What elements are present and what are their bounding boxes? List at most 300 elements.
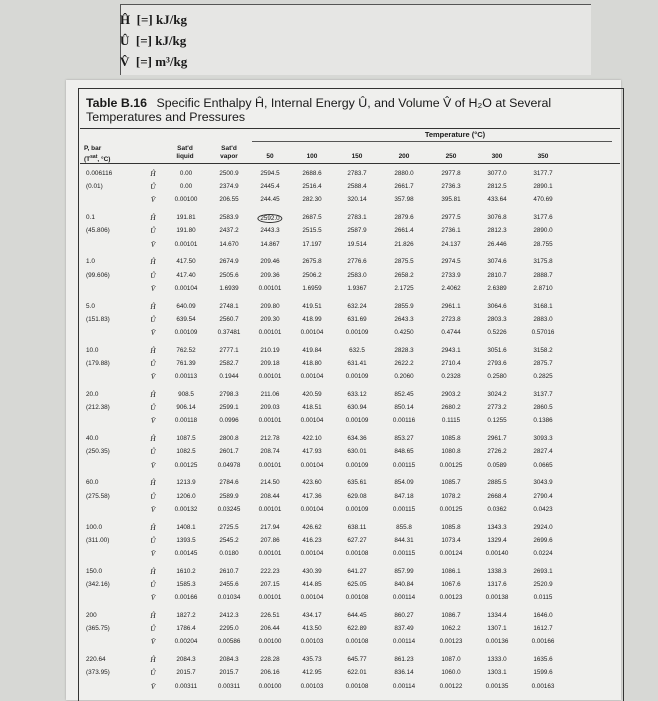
- temperature-column-200: 200: [398, 153, 410, 160]
- table-cell: 2588.4: [347, 183, 367, 191]
- table-cell: 0.00104: [300, 550, 324, 557]
- table-cell: 3177.6: [533, 214, 553, 222]
- table-cell: 2798.3: [219, 391, 239, 398]
- table-cell: 860.27: [394, 612, 414, 619]
- table-cell: 848.65: [394, 448, 414, 456]
- table-cell: 0.00109: [345, 329, 369, 336]
- table-cell: 0.00123: [439, 594, 463, 602]
- temperature-divider: [252, 141, 612, 142]
- property-symbol: V̂: [150, 416, 156, 426]
- table-cell: 320.14: [347, 196, 367, 204]
- table-cell: 639.54: [176, 315, 196, 323]
- table-cell: 2515.5: [302, 227, 322, 235]
- property-symbol: V̂: [150, 637, 156, 647]
- property-symbol: Û: [150, 580, 156, 589]
- table-cell: 641.27: [347, 567, 367, 575]
- table-cell: 2977.5: [441, 214, 461, 222]
- property-symbol: V̂: [150, 460, 156, 470]
- table-cell: 0.00104: [300, 505, 324, 513]
- table-cell: 2.6389: [487, 284, 507, 292]
- property-symbol: V̂: [150, 328, 156, 337]
- table-cell: 434.17: [302, 612, 322, 619]
- pressure-value: 0.1: [86, 214, 95, 222]
- pressure-value: 40.0: [86, 435, 99, 443]
- table-cell: 2658.2: [394, 271, 414, 279]
- table-cell: 0.00115: [392, 461, 416, 469]
- table-cell: 634.36: [347, 435, 367, 443]
- table-cell: 0.04978: [217, 461, 241, 469]
- table-cell: 419.51: [302, 302, 322, 310]
- table-cell: 0.00: [179, 183, 193, 191]
- table-cell: 2560.7: [219, 315, 239, 323]
- table-cell: 0.00204: [174, 638, 198, 646]
- table-cell: 2784.6: [219, 479, 239, 487]
- table-cell: 209.18: [260, 360, 280, 367]
- property-symbol: Û: [150, 359, 156, 368]
- table-cell: 0.00103: [300, 682, 324, 690]
- table-cell: 0.0180: [219, 550, 239, 557]
- table-cell: 1303.1: [487, 669, 507, 677]
- table-cell: 2.4062: [441, 284, 461, 292]
- table-cell: 0.00115: [392, 550, 416, 557]
- table-cell: 0.0589: [487, 461, 507, 469]
- table-cell: 2888.7: [533, 271, 553, 279]
- table-cell: 0.00103: [300, 638, 324, 646]
- table-cell: 0.00101: [258, 373, 282, 381]
- table-cell: 2812.5: [487, 183, 507, 191]
- table-cell: 228.28: [260, 656, 280, 664]
- property-symbol: Û: [150, 491, 156, 501]
- table-cell: 2776.6: [347, 258, 367, 266]
- table-cell: 1.6939: [219, 284, 239, 292]
- table-cell: 3076.8: [487, 214, 507, 222]
- table-cell: 14.670: [219, 240, 239, 248]
- table-cell: 2855.9: [394, 302, 414, 310]
- table-cell: 1307.1: [487, 625, 507, 633]
- table-cell: 2783.7: [347, 170, 367, 177]
- table-cell: 0.00140: [485, 550, 509, 557]
- table-cell: 28.755: [533, 240, 553, 248]
- table-cell: 0.00135: [485, 682, 509, 690]
- table-cell: 0.0996: [219, 417, 239, 425]
- table-cell: 0.00311: [174, 682, 198, 690]
- table-cell: 206.55: [219, 196, 239, 204]
- table-cell: 222.23: [260, 567, 280, 575]
- table-cell: 1060.0: [441, 669, 461, 677]
- table-cell: 2736.1: [441, 227, 461, 235]
- table-cell: 625.05: [347, 581, 367, 588]
- temperature-column-100: 100: [306, 153, 318, 160]
- pressure-value: 0.006116: [86, 170, 113, 177]
- table-cell: 0.0423: [533, 505, 553, 513]
- unit-volume: V̂ [=] m³/kg: [120, 54, 188, 69]
- table-cell: 2943.1: [441, 346, 461, 354]
- table-cell: 2506.2: [302, 271, 322, 279]
- property-symbol: Ĥ: [150, 213, 156, 223]
- table-cell: 21.826: [394, 240, 414, 248]
- table-cell: 3137.7: [533, 391, 553, 398]
- table-cell: 208.74: [260, 448, 280, 456]
- table-title: Specific Enthalpy Ĥ, Internal Energy Û, and Volume V̂ of H₂O at Several Temperatures and Pressures: [86, 96, 552, 124]
- table-number: Table B.16: [86, 96, 148, 110]
- property-symbol: Û: [150, 182, 156, 192]
- table-cell: 0.00586: [217, 638, 241, 646]
- table-cell: 0.57016: [531, 329, 555, 336]
- table-cell: 0.1386: [533, 417, 553, 425]
- table-cell: 3074.6: [487, 258, 507, 266]
- table-cell: 0.2580: [487, 373, 507, 381]
- table-cell: 2879.6: [394, 214, 414, 222]
- table-cell: 0.00145: [174, 550, 198, 557]
- table-cell: 412.95: [302, 669, 322, 677]
- pressure-value: 200: [86, 612, 97, 619]
- table-cell: 2924.0: [533, 523, 553, 531]
- table-cell: 908.5: [178, 391, 194, 398]
- pressure-value: 10.0: [86, 346, 99, 354]
- table-cell: 1082.5: [176, 448, 196, 456]
- table-cell: 0.00100: [174, 196, 198, 204]
- table-cell: 1599.6: [533, 669, 553, 677]
- table-cell: 423.60: [302, 479, 322, 487]
- table-cell: 1.9367: [347, 284, 367, 292]
- table-caption: [86, 96, 606, 124]
- table-cell: 209.80: [260, 302, 280, 310]
- table-cell: 2601.7: [219, 448, 239, 456]
- table-cell: 837.49: [394, 625, 414, 633]
- table-cell: 0.1255: [487, 417, 507, 425]
- caption-divider: [80, 128, 620, 129]
- table-cell: 0.37481: [217, 329, 241, 336]
- property-symbol: Ĥ: [150, 257, 156, 267]
- table-cell: 282.30: [302, 196, 322, 204]
- table-cell: 1333.0: [487, 656, 507, 664]
- table-cell: 3064.6: [487, 302, 507, 310]
- table-cell: 850.14: [394, 404, 414, 412]
- table-cell: 0.2825: [533, 373, 553, 381]
- table-cell: 2437.2: [219, 227, 239, 235]
- table-cell: 2726.2: [487, 448, 507, 456]
- table-cell: 0.00114: [392, 638, 416, 646]
- table-cell: 633.12: [347, 391, 367, 398]
- pressure-value: 220.64: [86, 656, 106, 664]
- table-cell: 1085.7: [441, 479, 461, 487]
- table-cell: 24.137: [441, 240, 461, 248]
- saturation-temperature: (365.75): [86, 625, 110, 633]
- table-cell: 0.00104: [300, 329, 324, 336]
- table-cell: 2594.5: [260, 170, 280, 177]
- table-cell: 0.00101: [258, 417, 282, 425]
- table-cell: 644.45: [347, 612, 367, 619]
- table-cell: 1.6959: [302, 284, 322, 292]
- property-symbol: Û: [150, 447, 156, 457]
- table-cell: 207.15: [260, 581, 280, 588]
- saturation-temperature: (311.00): [86, 536, 110, 544]
- table-cell: 638.11: [347, 523, 367, 531]
- table-cell: 2.1725: [394, 284, 414, 292]
- table-cell: 2592.0: [257, 214, 282, 223]
- property-symbol: Û: [150, 226, 156, 236]
- property-symbol: V̂: [150, 549, 156, 558]
- table-cell: 2610.7: [219, 567, 239, 575]
- table-cell: 433.64: [487, 196, 507, 204]
- property-symbol: Û: [150, 403, 156, 413]
- table-cell: 191.81: [176, 214, 196, 222]
- table-cell: 2890.1: [533, 183, 553, 191]
- table-cell: 2693.1: [533, 567, 553, 575]
- table-cell: 0.00166: [531, 638, 555, 646]
- table-cell: 1393.5: [176, 536, 196, 544]
- table-cell: 418.80: [302, 360, 322, 367]
- table-cell: 0.00114: [392, 594, 416, 602]
- table-cell: 416.23: [302, 536, 322, 544]
- table-cell: 847.18: [394, 492, 414, 500]
- table-cell: 0.00101: [258, 594, 282, 602]
- table-cell: 0.00115: [392, 505, 416, 513]
- table-cell: 2974.5: [441, 258, 461, 266]
- saturation-temperature: (151.83): [86, 315, 110, 323]
- property-symbol: Û: [150, 314, 156, 324]
- table-cell: 2828.3: [394, 346, 414, 354]
- table-cell: 1338.3: [487, 567, 507, 575]
- table-cell: 2443.3: [260, 227, 280, 235]
- table-cell: 632.24: [347, 302, 367, 310]
- table-cell: 0.0665: [533, 461, 553, 469]
- table-cell: 208.44: [260, 492, 280, 500]
- table-cell: 2661.4: [394, 227, 414, 235]
- table-cell: 2883.0: [533, 315, 553, 323]
- temperature-column-250: 250: [445, 153, 457, 160]
- property-symbol: Ĥ: [150, 169, 156, 178]
- table-cell: 0.00101: [174, 240, 198, 248]
- table-cell: 0.03245: [217, 505, 241, 513]
- header-divider: [80, 163, 620, 164]
- table-cell: 413.50: [302, 625, 322, 633]
- table-cell: 2500.9: [219, 170, 239, 177]
- table-cell: 210.19: [260, 346, 280, 354]
- table-cell: 0.00311: [217, 682, 241, 690]
- table-cell: 0.0224: [533, 550, 553, 557]
- table-cell: 2777.1: [219, 346, 239, 354]
- table-cell: 435.73: [302, 656, 322, 664]
- table-cell: 0.4250: [394, 329, 414, 336]
- table-cell: 2412.3: [219, 612, 239, 619]
- table-cell: 0.0362: [487, 505, 507, 513]
- table-cell: 417.40: [176, 271, 196, 279]
- table-cell: 2860.5: [533, 404, 553, 412]
- table-cell: 1062.2: [441, 625, 461, 633]
- table-cell: 2725.5: [219, 523, 239, 531]
- property-symbol: V̂: [150, 593, 156, 603]
- table-cell: 2015.7: [219, 669, 239, 677]
- table-cell: 0.2328: [441, 373, 461, 381]
- table-cell: 0.1944: [219, 373, 239, 381]
- table-cell: 2455.6: [219, 581, 239, 588]
- table-cell: 0.00125: [439, 505, 463, 513]
- table-cell: 2885.5: [487, 479, 507, 487]
- property-symbol: V̂: [150, 283, 156, 293]
- table-cell: 3175.8: [533, 258, 553, 266]
- table-cell: 209.46: [260, 258, 280, 266]
- saturation-temperature: (342.16): [86, 581, 110, 588]
- table-cell: 635.61: [347, 479, 367, 487]
- table-cell: 214.50: [260, 479, 280, 487]
- table-cell: 0.4744: [441, 329, 461, 336]
- table-cell: 1085.8: [441, 523, 461, 531]
- table-cell: 0.00104: [174, 284, 198, 292]
- table-cell: 426.62: [302, 523, 322, 531]
- property-symbol: Ĥ: [150, 566, 156, 576]
- table-cell: 3168.1: [533, 302, 553, 310]
- pressure-value: 60.0: [86, 479, 99, 487]
- table-cell: 1086.1: [441, 567, 461, 575]
- table-cell: 217.94: [260, 523, 280, 531]
- table-cell: 2800.8: [219, 435, 239, 443]
- table-cell: 2582.7: [219, 360, 239, 367]
- property-symbol: V̂: [150, 372, 156, 382]
- table-cell: 0.00123: [439, 638, 463, 646]
- table-cell: 2961.1: [441, 302, 461, 310]
- pressure-header: P, bar ($T^{sat}$, °C): [84, 145, 111, 164]
- table-cell: 2505.6: [219, 271, 239, 279]
- table-cell: 1786.4: [176, 625, 196, 633]
- table-cell: 906.14: [176, 404, 196, 412]
- table-cell: 631.69: [347, 315, 367, 323]
- table-cell: 0.00109: [174, 329, 198, 336]
- table-cell: 2812.3: [487, 227, 507, 235]
- table-cell: 418.99: [302, 315, 322, 323]
- unit-enthalpy: Ĥ [=] kJ/kg: [120, 12, 188, 27]
- pressure-value: 1.0: [86, 258, 95, 266]
- table-cell: 1827.2: [176, 612, 196, 619]
- table-cell: 2520.9: [533, 581, 553, 588]
- saturation-temperature: (179.88): [86, 360, 110, 367]
- table-cell: 1087.0: [441, 656, 461, 664]
- table-cell: 2961.7: [487, 435, 507, 443]
- table-cell: 2295.0: [219, 625, 239, 633]
- table-cell: 0.00104: [300, 461, 324, 469]
- table-cell: 0.00125: [174, 461, 198, 469]
- table-cell: 3051.6: [487, 346, 507, 354]
- table-cell: 761.39: [176, 360, 196, 367]
- table-cell: 630.01: [347, 448, 367, 456]
- table-cell: 0.00163: [531, 682, 555, 690]
- table-cell: 2675.8: [302, 258, 322, 266]
- temperature-header: Temperature (°C): [424, 130, 486, 139]
- unit-internal-energy: Û [=] kJ/kg: [120, 33, 187, 48]
- table-cell: 2803.3: [487, 315, 507, 323]
- table-cell: 640.09: [176, 302, 196, 310]
- table-cell: 209.30: [260, 315, 280, 323]
- saturation-temperature: (212.38): [86, 404, 110, 412]
- table-cell: 0.00101: [258, 284, 282, 292]
- table-cell: 0.00108: [345, 682, 369, 690]
- table-cell: 645.77: [347, 656, 367, 664]
- table-cell: 1334.4: [487, 612, 507, 619]
- table-cell: 26.446: [487, 240, 507, 248]
- table-cell: 762.52: [176, 346, 196, 354]
- temperature-column-150: 150: [351, 153, 363, 160]
- table-cell: 0.00108: [345, 594, 369, 602]
- table-cell: 2875.7: [533, 360, 553, 367]
- property-symbol: Ĥ: [150, 478, 156, 488]
- property-symbol: V̂: [150, 195, 156, 205]
- table-cell: 2445.4: [260, 183, 280, 191]
- table-cell: 2680.2: [441, 404, 461, 412]
- table-cell: 1612.7: [533, 625, 553, 633]
- table-cell: 2589.9: [219, 492, 239, 500]
- table-cell: 2583.9: [219, 214, 239, 222]
- table-cell: 226.51: [260, 612, 280, 619]
- units-note-box: [120, 4, 591, 75]
- table-cell: 2545.2: [219, 536, 239, 544]
- table-cell: 2622.2: [394, 360, 414, 367]
- table-cell: 422.10: [302, 435, 322, 443]
- table-cell: 622.89: [347, 625, 367, 633]
- table-cell: 3093.3: [533, 435, 553, 443]
- table-cell: 0.00101: [258, 550, 282, 557]
- table-cell: 1078.2: [441, 492, 461, 500]
- table-cell: 1610.2: [176, 567, 196, 575]
- table-cell: 1087.5: [176, 435, 196, 443]
- pressure-value: 150.0: [86, 567, 102, 575]
- table-cell: 0.00104: [300, 373, 324, 381]
- table-cell: 1067.6: [441, 581, 461, 588]
- property-symbol: Ĥ: [150, 301, 156, 311]
- temperature-column-350: 350: [537, 153, 549, 160]
- table-cell: 0.00101: [258, 505, 282, 513]
- saturation-temperature: (275.58): [86, 492, 110, 500]
- table-cell: 3077.0: [487, 170, 507, 177]
- table-cell: 206.16: [260, 669, 280, 677]
- table-cell: 0.00114: [392, 682, 416, 690]
- table-cell: 630.94: [347, 404, 367, 412]
- table-cell: 2733.9: [441, 271, 461, 279]
- table-cell: 1080.8: [441, 448, 461, 456]
- saturation-temperature: (45.806): [86, 227, 110, 235]
- table-cell: 2880.0: [394, 170, 414, 177]
- pressure-value: 20.0: [86, 391, 99, 398]
- table-cell: 861.23: [394, 656, 414, 664]
- table-cell: 0.00132: [174, 505, 198, 513]
- table-cell: 836.14: [394, 669, 414, 677]
- table-cell: 854.09: [394, 479, 414, 487]
- table-cell: 0.00122: [439, 682, 463, 690]
- table-cell: 19.514: [347, 240, 367, 248]
- table-cell: 855.8: [396, 523, 412, 531]
- table-cell: 2903.2: [441, 391, 461, 398]
- table-cell: 17.197: [302, 240, 322, 248]
- table-cell: 3158.2: [533, 346, 553, 354]
- table-cell: 2748.1: [219, 302, 239, 310]
- saturation-temperature: (250.35): [86, 448, 110, 456]
- table-cell: 207.86: [260, 536, 280, 544]
- table-cell: 2583.0: [347, 271, 367, 279]
- table-cell: 417.50: [176, 258, 196, 266]
- table-cell: 857.99: [394, 567, 414, 575]
- table-cell: 2674.9: [219, 258, 239, 266]
- property-symbol: Ĥ: [150, 611, 156, 620]
- table-cell: 0.0115: [533, 594, 553, 602]
- table-cell: 212.78: [260, 435, 280, 443]
- table-cell: 2015.7: [176, 669, 196, 677]
- table-cell: 853.27: [394, 435, 414, 443]
- table-cell: 0.01034: [217, 594, 241, 602]
- table-cell: 2827.4: [533, 448, 553, 456]
- table-cell: 2084.3: [176, 656, 196, 664]
- table-cell: 631.41: [347, 360, 367, 367]
- temperature-column-300: 300: [491, 153, 503, 160]
- property-symbol: Ĥ: [150, 390, 156, 399]
